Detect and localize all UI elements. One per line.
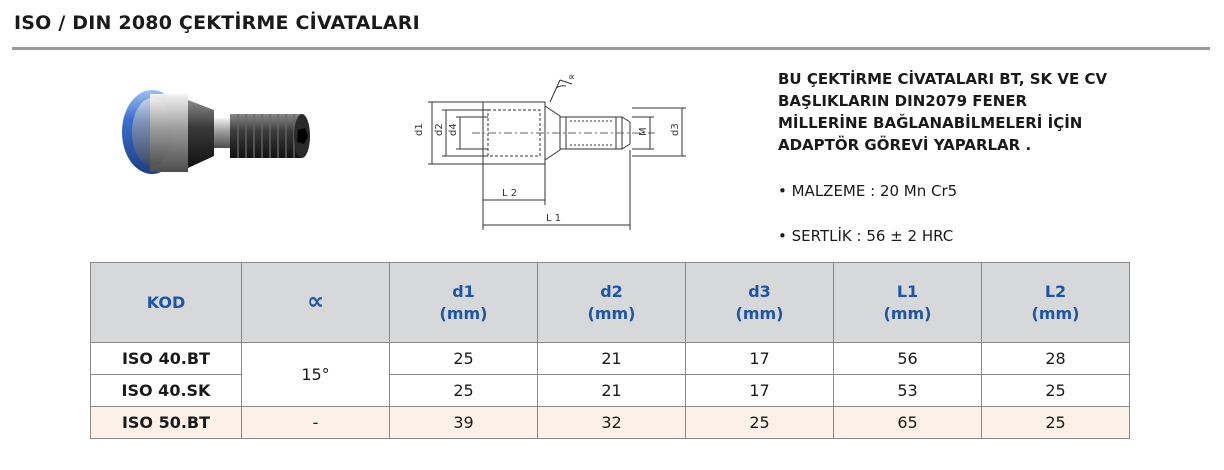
cell-d3: 17 [686,375,834,407]
cell-code: ISO 40.SK [91,375,242,407]
cell-L1: 53 [834,375,982,407]
cell-d1: 25 [390,375,538,407]
description-line: BAŞLIKLARIN DIN2079 FENER [778,92,1028,110]
title-divider [12,47,1210,50]
label-L1: L 1 [546,213,562,224]
pull-stud-photo [112,84,322,194]
label-d3: d3 [670,123,681,136]
material-spec: • MALZEME : 20 Mn Cr5 [778,182,958,200]
header-L1: L1 (mm) [834,263,982,343]
cell-d1: 25 [390,343,538,375]
table-row [91,343,1130,375]
description [778,68,1198,156]
label-alpha: ∝ [568,72,576,83]
label-L2: L 2 [502,188,518,199]
cell-angle: - [242,407,390,439]
cell-L2: 25 [982,407,1130,439]
cell-d2: 21 [538,375,686,407]
cell-code: ISO 50.BT [91,407,242,439]
header-d3: d3 (mm) [686,263,834,343]
description-line: ADAPTÖR GÖREVİ YAPARLAR . [778,136,1032,154]
label-d1: d1 [414,123,425,136]
cell-L1: 65 [834,407,982,439]
header-alpha [242,263,390,343]
cell-d2: 21 [538,343,686,375]
header-L2: L2 (mm) [982,263,1130,343]
table-header-row [91,263,1130,343]
cell-code: ISO 40.BT [91,343,242,375]
label-M: M [638,127,649,136]
hardness-spec: • SERTLİK : 56 ± 2 HRC [778,227,954,245]
alpha-icon: ∝ [306,287,325,315]
header-d2: d2 (mm) [538,263,686,343]
header-d1: d1 (mm) [390,263,538,343]
description-line: BU ÇEKTİRME CİVATALARI BT, SK VE CV [778,70,1108,88]
page-title: ISO / DIN 2080 ÇEKTİRME CİVATALARI [14,12,420,34]
cell-d3: 25 [686,407,834,439]
label-d4: d4 [448,123,459,136]
technical-drawing [410,70,700,235]
cell-L1: 56 [834,343,982,375]
cell-d1: 39 [390,407,538,439]
spec-table [90,262,1130,439]
cell-d3: 17 [686,343,834,375]
cell-L2: 28 [982,343,1130,375]
cell-L2: 25 [982,375,1130,407]
header-kod: KOD [91,263,242,343]
cell-d2: 32 [538,407,686,439]
cell-angle: 15° [242,343,390,407]
label-d2: d2 [434,123,445,136]
table-row [91,407,1130,439]
description-line: MİLLERİNE BAĞLANABİLMELERİ İÇİN [778,114,1083,132]
